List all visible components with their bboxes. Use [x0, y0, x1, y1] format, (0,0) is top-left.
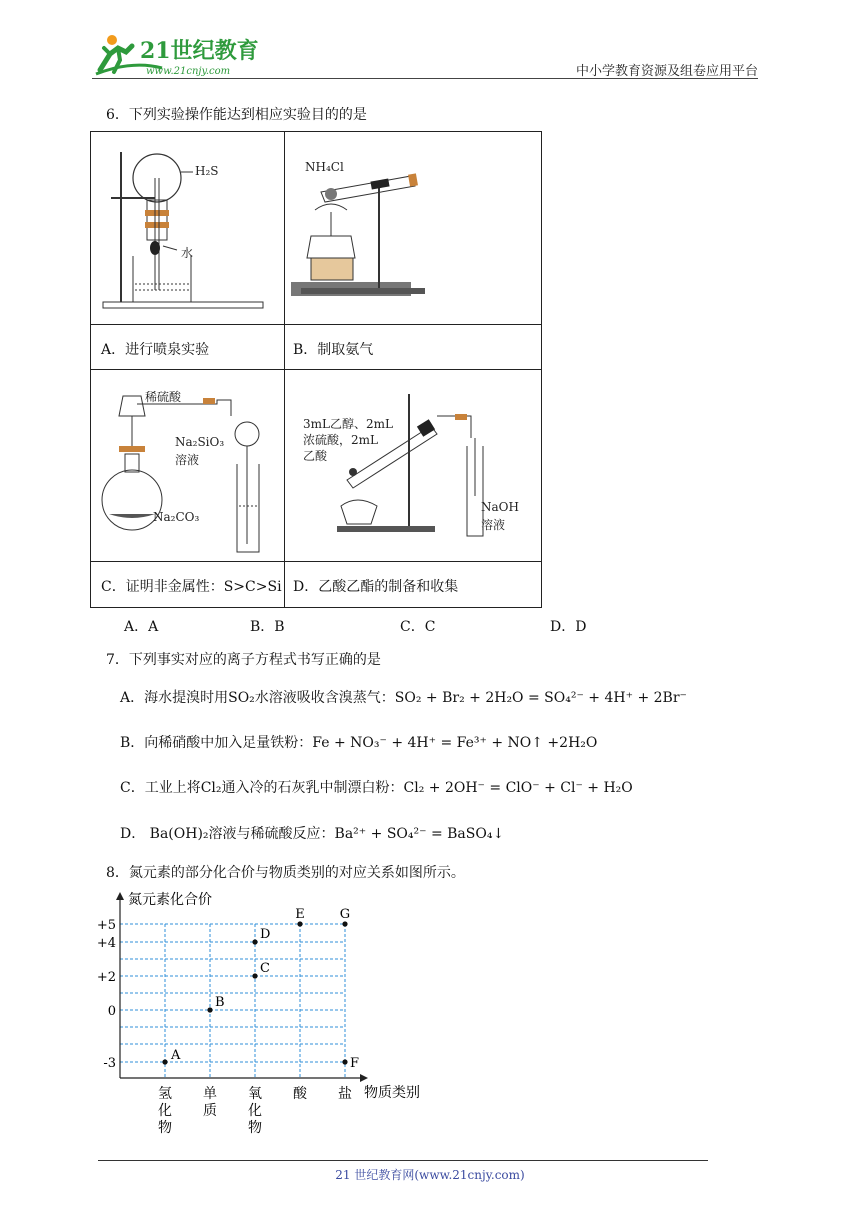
q7-option-c-text: C．工业上将Cl₂通入冷的石灰乳中制漂白粉： — [120, 780, 404, 796]
label-acetic-acid: 乙酸 — [303, 449, 328, 463]
q6-choice-d: D．D — [550, 619, 587, 635]
y-tick-label: +5 — [96, 918, 116, 933]
label-na2sio3: Na₂SiO₃ — [175, 435, 225, 449]
x-category-label: 氧化物 — [248, 1086, 262, 1136]
x-category-label: 盐 — [338, 1086, 352, 1102]
label-water: 水 — [181, 246, 194, 260]
chart-grid — [120, 924, 345, 1078]
y-tick-labels — [97, 918, 116, 1071]
label-solution: 溶液 — [175, 453, 200, 467]
site-logo — [92, 30, 262, 82]
q7-stem: 7．下列事实对应的离子方程式书写正确的是 — [106, 652, 381, 668]
y-axis-arrow — [116, 892, 124, 900]
table-divider-h — [91, 561, 541, 562]
y-axis-label: 氮元素化合价 — [128, 892, 212, 908]
x-category-label: 单质 — [203, 1086, 217, 1119]
q6-choice-c: C．C — [400, 619, 436, 635]
data-point — [297, 921, 302, 926]
data-point-label: D — [260, 927, 271, 942]
table-divider-h — [91, 369, 541, 370]
logo-text: 21世纪教育 — [140, 38, 259, 64]
option-a-caption: A．进行喷泉实验 — [101, 342, 210, 358]
q7-option-a-text: A．海水提溴时用SO₂水溶液吸收含溴蒸气： — [120, 690, 395, 706]
q7-option-b-text: B．向稀硝酸中加入足量铁粉： — [120, 735, 313, 751]
data-point-label: F — [350, 1056, 360, 1071]
data-point — [342, 921, 347, 926]
data-point — [162, 1059, 167, 1064]
y-tick-label: -3 — [103, 1056, 116, 1071]
q7-option-c-equation: Cl₂ + 2OH⁻ = ClO⁻ + Cl⁻ + H₂O — [403, 780, 633, 796]
q7-option-d — [120, 825, 504, 843]
data-points — [162, 907, 359, 1071]
q6-choice-b: B．B — [250, 619, 285, 635]
q7-option-b-equation: Fe + NO₃⁻ + 4H⁺ = Fe³⁺ + NO↑ +2H₂O — [312, 735, 598, 751]
header-divider — [92, 78, 758, 79]
q7-option-c — [120, 779, 633, 797]
option-b-caption: B．制取氨气 — [293, 342, 374, 358]
y-tick-label: +4 — [96, 936, 116, 951]
x-category-label: 氢化物 — [158, 1086, 172, 1136]
x-axis-label: 物质类别 — [364, 1085, 420, 1101]
q7-option-a — [120, 689, 687, 707]
label-naoh: NaOH — [481, 500, 519, 514]
valence-chart — [90, 884, 450, 1140]
x-category-labels — [158, 1085, 352, 1136]
data-point-label: C — [260, 961, 270, 976]
q7-option-b — [120, 734, 597, 752]
q6-stem: 6．下列实验操作能达到相应实验目的的是 — [106, 107, 367, 123]
q7-option-d-text: D． Ba(OH)₂溶液与稀硫酸反应： — [120, 826, 335, 842]
x-axis-arrow — [360, 1074, 368, 1082]
fountain-apparatus-image — [97, 138, 277, 318]
label-dilute-h2so4: 稀硫酸 — [145, 390, 182, 404]
option-c-caption: C．证明非金属性：S>C>Si — [101, 579, 282, 595]
q6-options-table — [90, 131, 542, 608]
data-point-label: A — [171, 1048, 181, 1063]
label-h2s: H₂S — [195, 164, 219, 178]
data-point — [207, 1007, 212, 1012]
label-nh4cl: NH₄Cl — [305, 160, 344, 174]
header-platform-text: 中小学教育资源及组卷应用平台 — [575, 64, 758, 79]
data-point — [342, 1059, 347, 1064]
x-category-label: 酸 — [293, 1086, 307, 1102]
footer-text: 21 世纪教育网(www.21cnjy.com) — [335, 1168, 525, 1182]
data-point — [252, 939, 257, 944]
footer-divider — [98, 1160, 708, 1161]
y-tick-label: +2 — [96, 970, 116, 985]
q8-stem: 8．氮元素的部分化合价与物质类别的对应关系如图所示。 — [106, 865, 465, 881]
label-na2co3: Na₂CO₃ — [153, 510, 200, 524]
option-d-caption: D．乙酸乙酯的制备和收集 — [293, 579, 459, 595]
y-tick-label: 0 — [107, 1004, 116, 1019]
label-naoh-solution: 溶液 — [481, 518, 506, 532]
data-point-label: G — [339, 907, 351, 922]
data-point — [252, 973, 257, 978]
q7-option-d-equation: Ba²⁺ + SO₄²⁻ = BaSO₄↓ — [334, 826, 505, 842]
label-conc-h2so4: 浓硫酸，2mL — [303, 433, 378, 447]
table-divider-h — [91, 324, 541, 325]
q7-option-a-equation: SO₂ + Br₂ + 2H₂O = SO₄²⁻ + 4H⁺ + 2Br⁻ — [394, 690, 687, 706]
q6-choice-a: A．A — [124, 619, 159, 635]
data-point-label: E — [295, 907, 305, 922]
logo-url: www.21cnjy.com — [146, 66, 231, 77]
label-ethanol: 3mL乙醇、2mL — [303, 417, 393, 431]
data-point-label: B — [215, 995, 225, 1010]
